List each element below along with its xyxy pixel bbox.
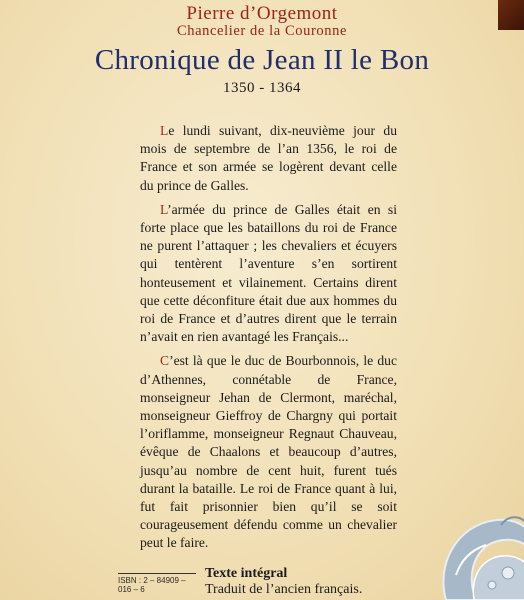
paragraph-2 (140, 201, 397, 347)
isbn-barcode-label: ISBN : 2 – 84909 – 016 – 6 (118, 573, 196, 594)
book-title: Chronique de Jean II le Bon (94, 44, 430, 76)
paragraph-initial: C (160, 353, 170, 369)
author-name: Pierre d’Orgemont (186, 3, 338, 24)
book-dates: 1350 - 1364 (223, 80, 301, 96)
paragraph-initial: L (160, 201, 168, 217)
edition-subtitle: Traduit de l’ancien français. (205, 582, 363, 597)
illuminated-letter-ornament (416, 485, 524, 600)
edition-title: Texte intégral (205, 566, 288, 581)
blurb-text (140, 122, 397, 559)
paragraph-body: ’est là que le duc de Bourbonnois, le duc d’Athennes, connétable de France, monseigneur Jehan de Clermont, maréchal, monseigneur Gieffroy de Chargny qui portait l’oriflamme, monseigneur Regnaut Chauveau, évêque de Chaalons et beaucoup d’autres, jusqu’au nombre de cent huit, furent tués durant la bataille. Le roi de France quant à lui, fut fait prisonnier bien qu’il se soit courageusement défendu comme un chevalier peut le faire. (140, 353, 397, 551)
paragraph-initial: L (160, 123, 169, 138)
paragraph-3 (140, 352, 397, 552)
paragraph-body: e lundi suivant, dix-neuvième jour du mois de septembre de l’an 1356, le roi de France et son armée se logèrent devant celle du prince de Galles. (140, 123, 397, 193)
paragraph-1 (140, 122, 397, 195)
author-subtitle: Chancelier de la Couronne (176, 23, 347, 39)
paragraph-body: ’armée du prince de Galles était en si forte place que les bataillons du roi de France ne purent l’attaquer ; les chevaliers et écuyers qui tentèrent l’aventure s’en sortirent honteusement et vilainement. Certains dirent que cette déconfiture était due aux hommes du roi de France et d’autres dirent que le terrain n’avait en rien avantagé les Français... (140, 201, 397, 345)
